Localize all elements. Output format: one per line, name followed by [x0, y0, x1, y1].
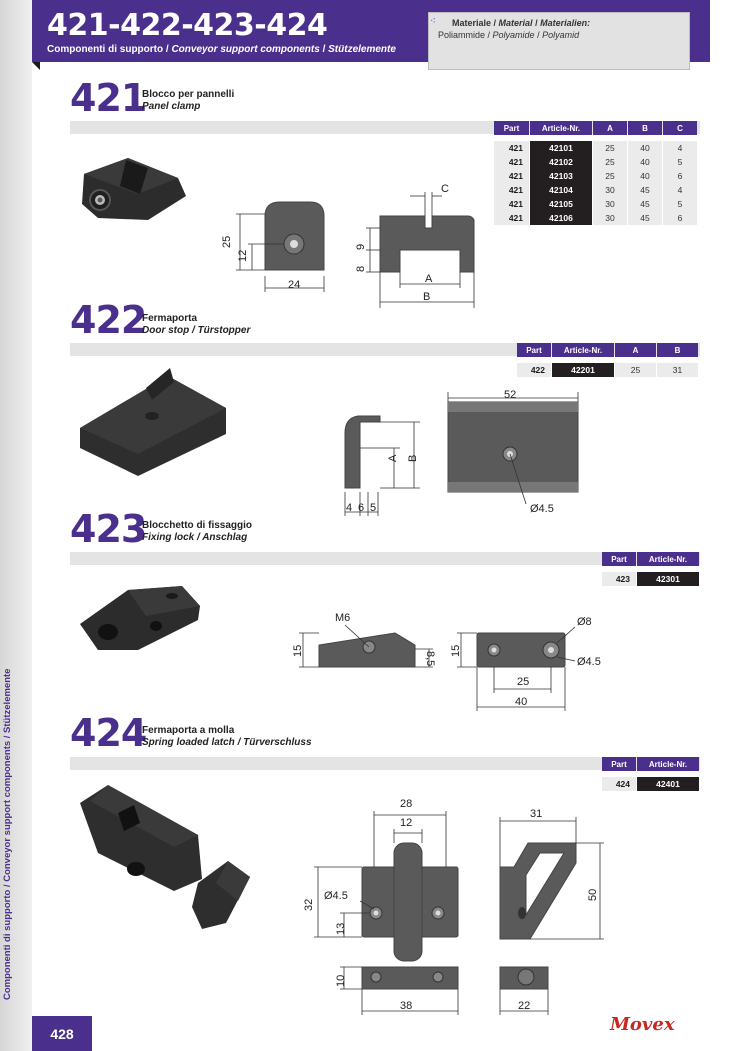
dim-b: B [407, 454, 419, 462]
table-cell: 45 [628, 211, 662, 225]
dim-8: 8 [355, 265, 367, 272]
table-cell: 4 [663, 141, 697, 155]
dim-5: 5 [370, 502, 377, 514]
dim-hole: Ø4.5 [530, 503, 554, 515]
table-cell: 421 [494, 211, 529, 225]
col-b: B [657, 343, 698, 357]
spring-latch-drawing [300, 795, 620, 1025]
table-row: 423 42301 [602, 572, 699, 586]
col-article: Article-Nr. [637, 552, 699, 566]
dim-32: 32 [303, 898, 315, 911]
dim-22: 22 [518, 1000, 531, 1012]
panel-clamp-drawing [210, 180, 500, 320]
dim-c: C [441, 183, 449, 195]
table-424 [602, 757, 699, 791]
table-cell: 30 [593, 183, 627, 197]
section-name-422: Fermaporta Door stop / Türstopper [142, 313, 251, 336]
table-cell: 25 [593, 141, 627, 155]
dim-31: 31 [530, 808, 543, 820]
table-cell: 42102 [530, 155, 592, 169]
dim-12: 12 [237, 249, 249, 262]
table-cell: 421 [494, 169, 529, 183]
dim-24: 24 [288, 279, 301, 291]
dim-a: A [387, 454, 399, 462]
table-423 [602, 552, 699, 586]
section-number-421: 421 [70, 76, 147, 120]
material-values: Poliammide / Polyamide / Polyamid [438, 30, 580, 40]
dim-10: 10 [335, 974, 347, 987]
dim-25: 25 [517, 676, 530, 688]
panel-clamp-photo [78, 148, 190, 233]
col-a: A [615, 343, 656, 357]
table-cell: 42105 [530, 197, 592, 211]
table-cell: 30 [593, 211, 627, 225]
page-subtitle: Componenti di supporto / Conveyor support components / Stützelemente [47, 44, 396, 55]
table-cell: 25 [593, 155, 627, 169]
table-cell: 42106 [530, 211, 592, 225]
table-row [494, 183, 697, 197]
dim-15: 15 [292, 644, 304, 657]
col-part: Part [494, 121, 529, 135]
col-b: B [628, 121, 662, 135]
dim-38: 38 [400, 1000, 413, 1012]
molecule-icon: ⁖ [430, 16, 436, 27]
fixing-lock-photo [78, 576, 202, 657]
dim-a: A [425, 273, 433, 285]
table-row: 422 42201 25 31 [517, 363, 698, 377]
col-article: Article-Nr. [637, 757, 699, 771]
page-number: 428 [32, 1016, 92, 1051]
col-article: Article-Nr. [530, 121, 592, 135]
dim-15b: 15 [450, 644, 462, 657]
section-number-424: 424 [70, 711, 147, 755]
dim-4: 4 [346, 502, 353, 514]
table-row [494, 141, 697, 155]
table-cell: 42103 [530, 169, 592, 183]
dim-b: B [423, 291, 431, 303]
spring-latch-photo [78, 783, 258, 938]
table-cell: 45 [628, 183, 662, 197]
table-cell: 40 [628, 169, 662, 183]
dim-d8: Ø8 [577, 616, 592, 628]
section-number-423: 423 [70, 507, 147, 551]
table-row [494, 197, 697, 211]
section-number-422: 422 [70, 298, 147, 342]
section-name-421: Blocco per pannelli Panel clamp [142, 89, 235, 112]
dim-m6: M6 [335, 612, 351, 624]
dim-d4-5: Ø4.5 [324, 890, 348, 902]
page-title: 421-422-423-424 [47, 8, 328, 43]
col-c: C [663, 121, 697, 135]
brand-logo: Movex [610, 1014, 675, 1035]
col-part: Part [602, 757, 636, 771]
dim-28: 28 [400, 798, 413, 810]
table-cell: 421 [494, 155, 529, 169]
table-cell: 421 [494, 141, 529, 155]
table-row: 424 42401 [602, 777, 699, 791]
section-name-424: Fermaporta a molla Spring loaded latch / Türverschluss [142, 725, 312, 748]
table-cell: 25 [593, 169, 627, 183]
table-cell: 40 [628, 155, 662, 169]
dim-6: 6 [358, 502, 365, 514]
fixing-lock-drawing [285, 605, 625, 720]
side-label: Componenti di supporto / Conveyor support components / Stützelemente [2, 668, 13, 1000]
table-cell: 4 [663, 183, 697, 197]
col-article: Article-Nr. [552, 343, 614, 357]
dim-9: 9 [355, 243, 367, 250]
col-part: Part [602, 552, 636, 566]
col-part: Part [517, 343, 551, 357]
table-cell: 42104 [530, 183, 592, 197]
dim-12: 12 [400, 817, 413, 829]
table-row [494, 169, 697, 183]
table-cell: 5 [663, 155, 697, 169]
door-stop-drawing [330, 388, 590, 523]
door-stop-photo [78, 368, 228, 483]
dim-8-5: 8,5 [424, 651, 436, 667]
dim-52: 52 [504, 389, 517, 401]
table-cell: 5 [663, 197, 697, 211]
dim-d4-5: Ø4.5 [577, 656, 601, 668]
table-cell: 421 [494, 183, 529, 197]
table-421 [494, 121, 697, 225]
dim-50: 50 [587, 888, 599, 901]
material-title: Materiale / Material / Materialien: [452, 18, 591, 28]
table-cell: 6 [663, 169, 697, 183]
table-cell: 30 [593, 197, 627, 211]
col-a: A [593, 121, 627, 135]
section-name-423: Blocchetto di fissaggio Fixing lock / Anschlag [142, 520, 253, 543]
table-row [494, 211, 697, 225]
table-422 [517, 343, 698, 377]
table-cell: 42101 [530, 141, 592, 155]
table-cell: 40 [628, 141, 662, 155]
table-row [494, 155, 697, 169]
dim-13: 13 [335, 922, 347, 935]
header-corner [32, 62, 40, 70]
dim-40: 40 [515, 696, 528, 708]
table-cell: 6 [663, 211, 697, 225]
table-cell: 421 [494, 197, 529, 211]
table-cell: 45 [628, 197, 662, 211]
dim-25: 25 [221, 235, 233, 248]
